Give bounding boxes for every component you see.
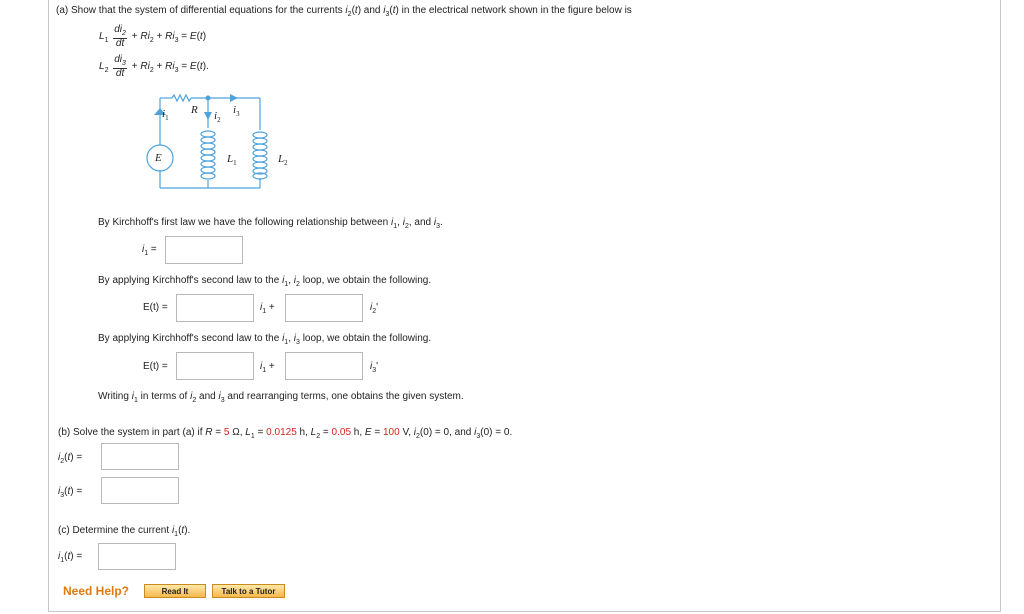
writing-text: Writing $i_1$ in terms of $i_2$ and $i_3$ and rearranging terms, one obtains the given system.: [98, 391, 464, 404]
et-label-1: E(t) =: [143, 302, 168, 313]
need-help-label: Need Help?: [63, 584, 130, 598]
circuit-diagram: [140, 90, 310, 195]
second-law-13-text: By applying Kirchhoff's second law to the $i_1$, $i_3$ loop, we obtain the following.: [98, 333, 432, 346]
et-label-2: E(t) =: [143, 361, 168, 372]
first-law-text: By Kirchhoff's first law we have the following relationship between $i_1$, $i_2$, and $i_3$.: [98, 217, 443, 230]
i1-plus-2: $i_1$ +: [260, 361, 275, 374]
i1t-input[interactable]: [98, 543, 176, 570]
current-label-i1: $i_1$: [162, 108, 169, 123]
e-coef-i2-input[interactable]: [285, 294, 363, 322]
i3t-input[interactable]: [101, 477, 179, 504]
i1-plus-1: $i_1$ +: [260, 302, 275, 315]
part-b-label: (b) Solve the system in part (a) if R = 5 Ω, $L_1 = 0.0125$ h, $L_2 = 0.05$ h, E = 100 V, $i_2(0) = 0$, and $i_3(0) = 0$.: [58, 427, 513, 440]
source-label: E: [155, 152, 162, 164]
inductor-label-l1: $L_1$: [227, 153, 237, 168]
current-label-i2: $i_2$: [214, 110, 221, 125]
equation-1: $L_1$ $\frac{di_2}{dt}$ + $Ri_2 + Ri_3 = E(t)$: [99, 24, 207, 49]
part-c-label: (c) Determine the current $i_1(t)$.: [58, 525, 191, 538]
i1-label: $i_1$ =: [142, 244, 157, 257]
equation-2: $L_2$ $\frac{di_3}{dt}$ + $Ri_2 + Ri_3 = E(t)$.: [99, 54, 209, 79]
e-coef-i1-input-2[interactable]: [176, 352, 254, 380]
i1-answer-input[interactable]: [165, 236, 243, 264]
i2t-input[interactable]: [101, 443, 179, 470]
inductor-label-l2: $L_2$: [278, 153, 288, 168]
i2t-label: $i_2(t)$ =: [58, 452, 83, 465]
i3-prime: $i_3'$: [370, 361, 379, 374]
i3t-label: $i_3(t)$ =: [58, 486, 83, 499]
e-coef-i3-input[interactable]: [285, 352, 363, 380]
i1t-label: $i_1(t)$ =: [58, 551, 83, 564]
e-coef-i1-input-1[interactable]: [176, 294, 254, 322]
second-law-12-text: By applying Kirchhoff's second law to the $i_1$, $i_2$ loop, we obtain the following.: [98, 275, 432, 288]
read-it-button[interactable]: Read It: [144, 584, 206, 598]
i2-prime: $i_2'$: [370, 302, 379, 315]
part-a-intro: (a) Show that the system of differential equations for the currents $i_2(t)$ and $i_3(t)$ in the electrical network shown in the figure below is: [56, 5, 632, 18]
talk-to-tutor-button[interactable]: Talk to a Tutor: [212, 584, 285, 598]
resistor-label: R: [191, 104, 198, 116]
current-label-i3: $i_3$: [233, 104, 240, 119]
